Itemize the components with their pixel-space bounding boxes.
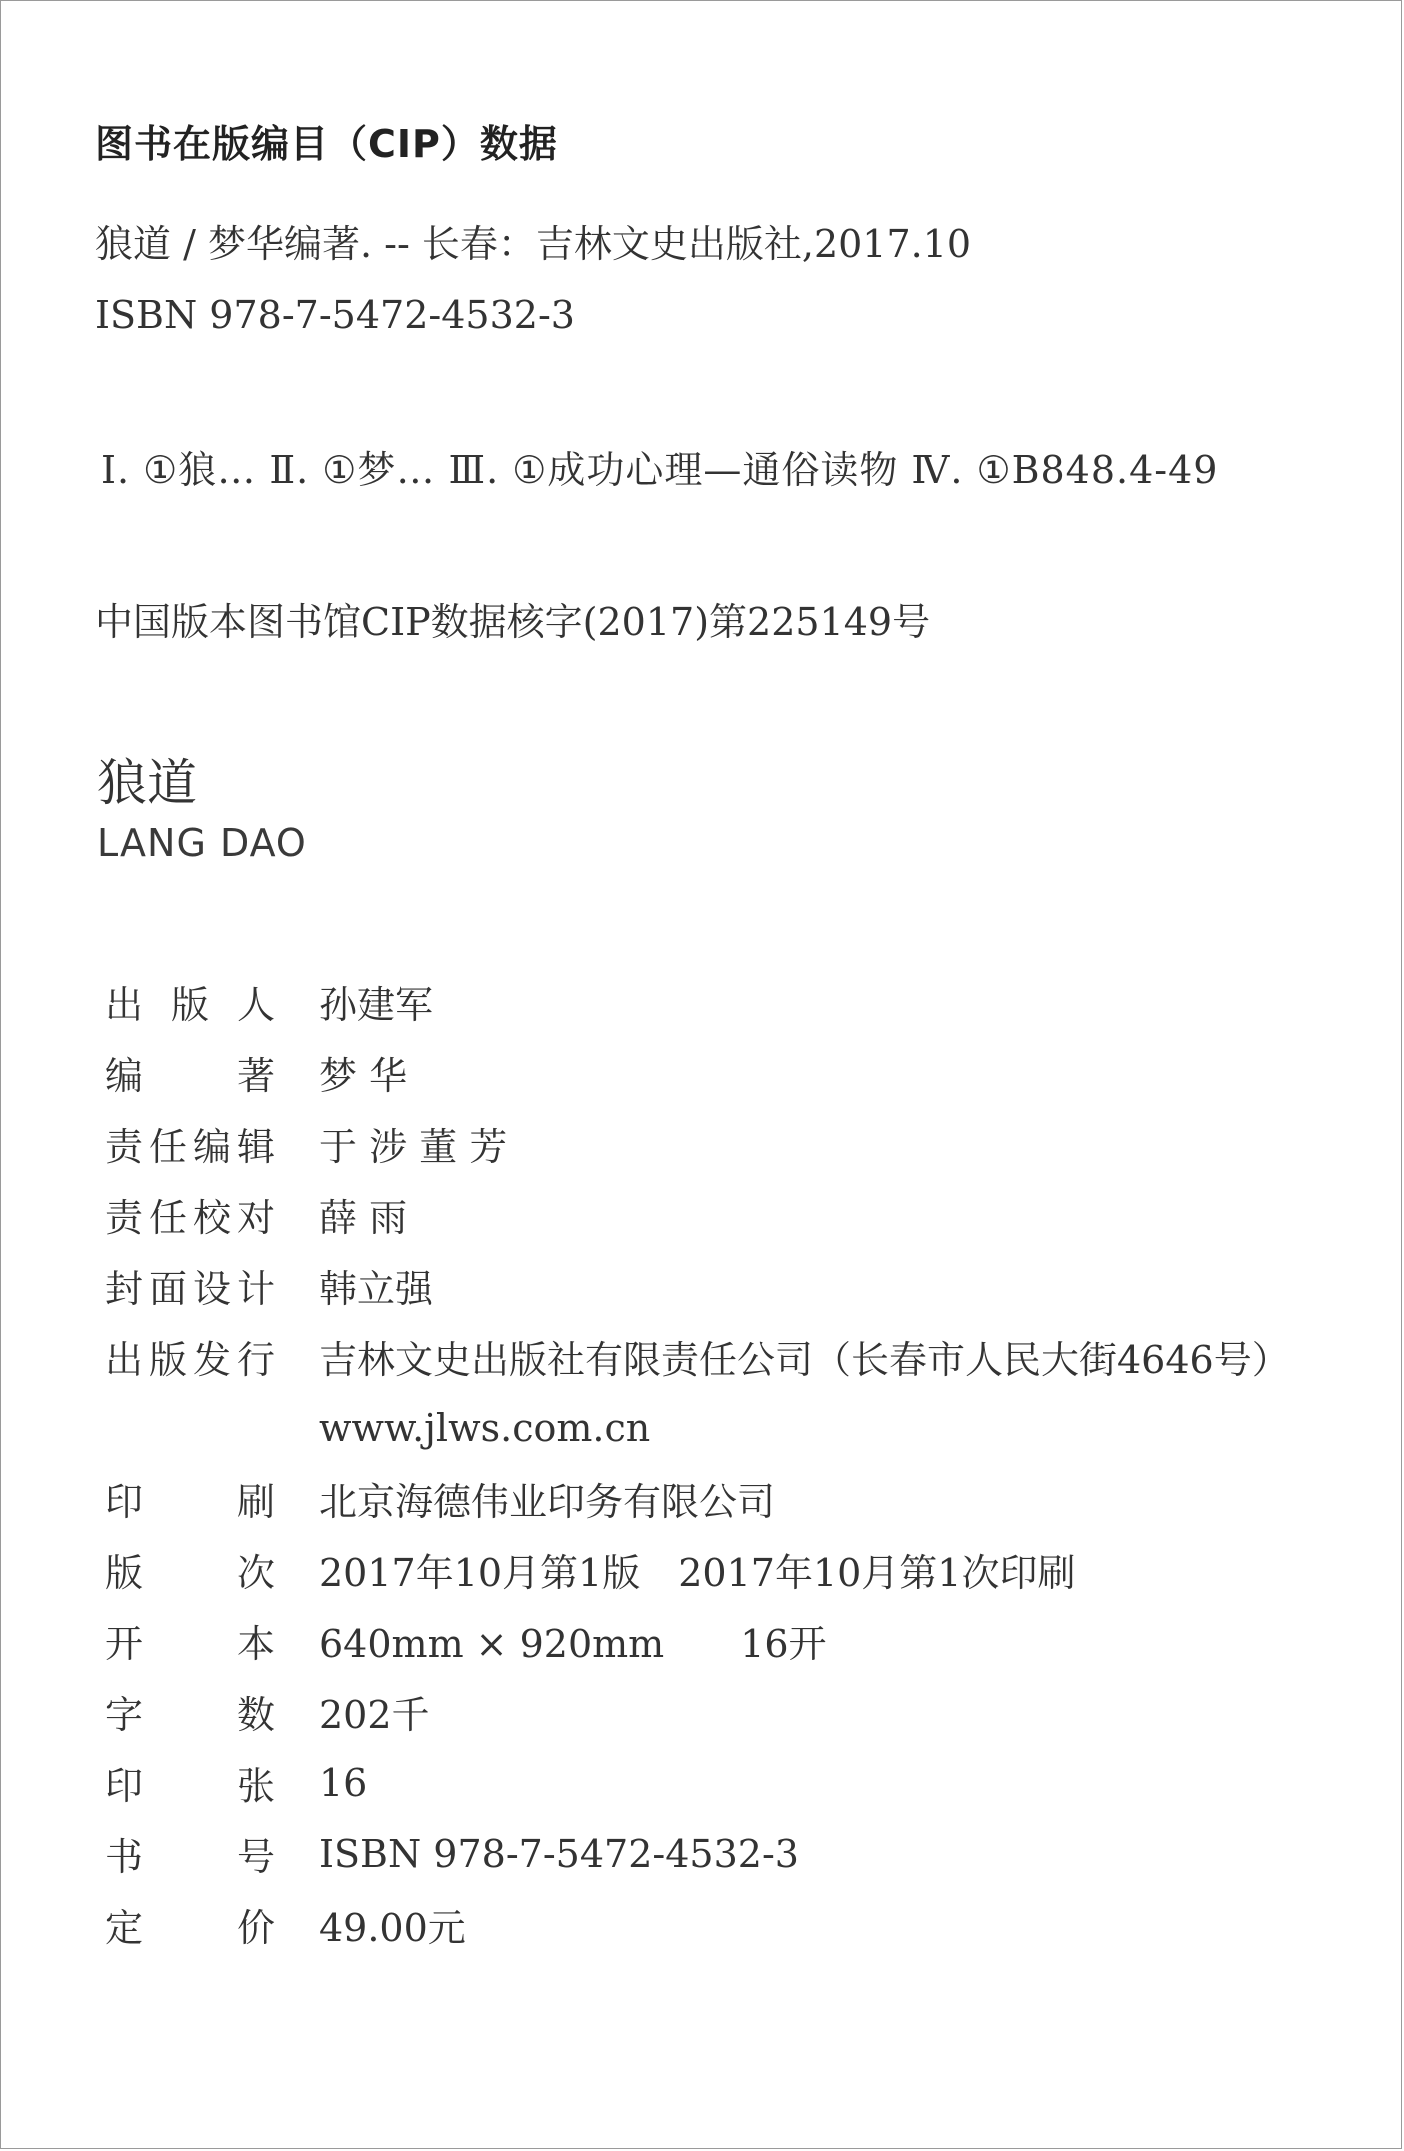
- credit-value: 640mm × 920mm 16开: [319, 1622, 827, 1666]
- cip-isbn-line: ISBN 978-7-5472-4532-3: [95, 293, 575, 337]
- credit-value: 薛 雨: [319, 1196, 408, 1240]
- credit-value: 吉林文史出版社有限责任公司（长春市人民大街4646号）: [319, 1338, 1290, 1382]
- cip-author-publisher-line: 狼道 / 梦华编著. -- 长春：吉林文史出版社,2017.10: [95, 222, 972, 266]
- credit-label: 开 本: [105, 1622, 275, 1666]
- credit-label: 书 号: [105, 1835, 275, 1879]
- credit-value: 孙建军: [319, 983, 434, 1027]
- credit-label: 字 数: [105, 1693, 275, 1737]
- credits-list: [105, 966, 1385, 1960]
- credit-label: 编 著: [105, 1054, 275, 1098]
- credit-label: 版 次: [105, 1551, 275, 1595]
- credit-value: 于 涉 董 芳: [319, 1125, 508, 1169]
- credit-label: 责 任 校 对: [105, 1196, 275, 1240]
- credit-value: www.jlws.com.cn: [319, 1405, 651, 1450]
- cip-classification-line: Ⅰ. ①狼… Ⅱ. ①梦… Ⅲ. ①成功心理—通俗读物 Ⅳ. ①B848.4-49: [101, 448, 1219, 492]
- credit-row: [105, 1250, 1385, 1321]
- credit-value: 北京海德伟业印务有限公司: [319, 1480, 776, 1524]
- credit-label: 印 刷: [105, 1480, 275, 1524]
- credit-row: [105, 1037, 1385, 1108]
- credit-row: [105, 1605, 1385, 1676]
- credit-row: [105, 1179, 1385, 1250]
- credit-row: [105, 1676, 1385, 1747]
- credit-label: 出 版 发 行: [105, 1338, 275, 1382]
- credit-row: [105, 1818, 1385, 1889]
- cip-heading: 图书在版编目（CIP）数据: [95, 122, 558, 166]
- credit-value: 16: [319, 1760, 368, 1805]
- credit-row: [105, 1463, 1385, 1534]
- credit-row: [105, 966, 1385, 1037]
- book-title-chinese: 狼道: [97, 754, 197, 812]
- credit-label: 责 任 编 辑: [105, 1125, 275, 1169]
- credit-value: ISBN 978-7-5472-4532-3: [319, 1831, 799, 1876]
- book-title-pinyin: LANG DAO: [97, 821, 307, 865]
- cip-record-number-line: 中国版本图书馆CIP数据核字(2017)第225149号: [95, 600, 931, 644]
- credit-value: 韩立强: [319, 1267, 434, 1311]
- credit-value: 49.00元: [319, 1906, 466, 1950]
- credit-label: 印 张: [105, 1764, 275, 1808]
- credit-row: [105, 1534, 1385, 1605]
- credit-row: [105, 1392, 1385, 1463]
- credit-label: 出 版 人: [105, 983, 275, 1027]
- credit-label: 定 价: [105, 1906, 275, 1950]
- credit-row: [105, 1321, 1385, 1392]
- credit-value: 梦 华: [319, 1054, 408, 1098]
- credit-label: 封 面 设 计: [105, 1267, 275, 1311]
- credit-value: 2017年10月第1版 2017年10月第1次印刷: [319, 1551, 1076, 1595]
- credit-value: 202千: [319, 1693, 430, 1737]
- credit-row: [105, 1747, 1385, 1818]
- credit-row: [105, 1108, 1385, 1179]
- credit-row: [105, 1889, 1385, 1960]
